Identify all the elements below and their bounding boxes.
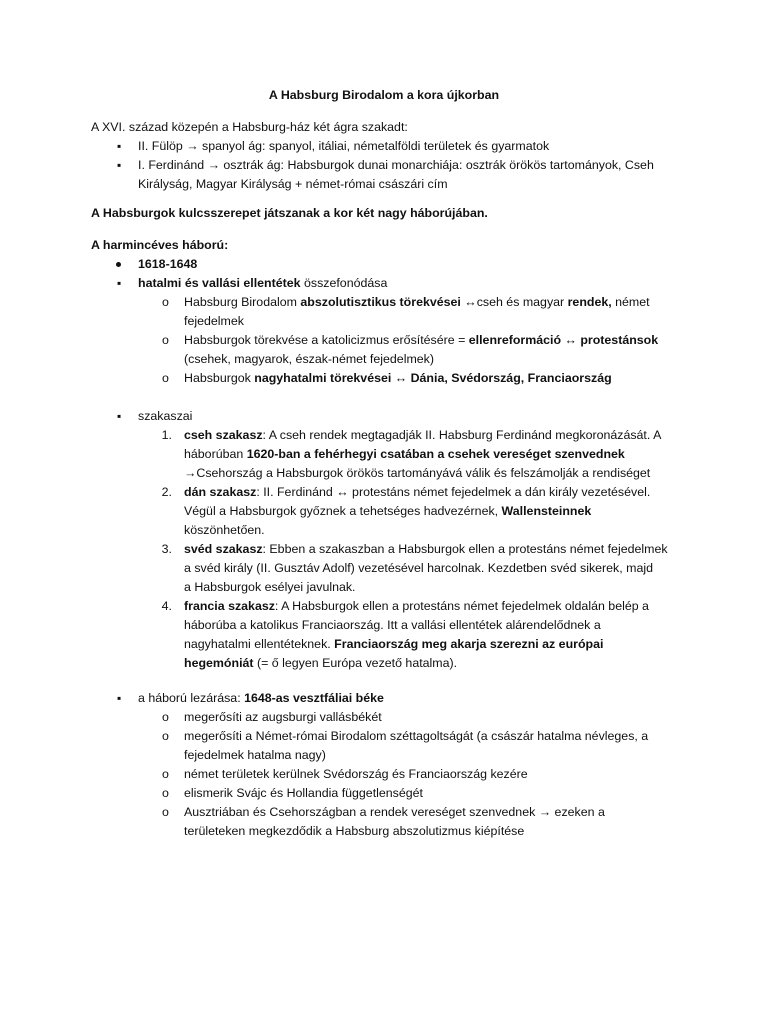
- text-run: háborúba a katolikus Franciaország. Itt a vallási ellentétek alárendelődnek a: [184, 618, 601, 632]
- text-run: összefonódása: [300, 276, 388, 290]
- phase-line: [184, 559, 653, 578]
- phase-number: 2.: [161, 485, 172, 499]
- phase-line: [184, 521, 265, 540]
- bullet-marker: ▪: [117, 691, 122, 705]
- war-dates: 1618-1648: [138, 257, 198, 271]
- sub-bullet-marker: o: [162, 729, 169, 743]
- text-run: fejedelmek: [184, 314, 244, 328]
- phase-line: [184, 483, 650, 502]
- phase-line: [184, 578, 356, 597]
- branch-line: II. Fülöp → spanyol ág: spanyol, itáliai, németalföldi területek és gyarmatok: [138, 139, 550, 153]
- ending-item-line: fejedelmek hatalma nagy): [184, 748, 326, 762]
- bullet-marker: ▪: [117, 158, 122, 172]
- text-run: háborúban: [184, 447, 247, 461]
- phase-line: [184, 445, 625, 464]
- phase-number: 4.: [161, 599, 172, 613]
- phase-number: 3.: [161, 542, 172, 556]
- phase-line: [184, 540, 668, 559]
- text-run: Habsburgok törekvése a katolicizmus erősítésére =: [184, 333, 469, 347]
- bullet-dot: [116, 262, 121, 267]
- key-statement: A Habsburgok kulcsszerepet játszanak a kor két nagy háborújában.: [91, 206, 488, 220]
- intro-text: A XVI. század közepén a Habsburg-ház két ágra szakadt:: [91, 120, 408, 134]
- bold-text: hatalmi és vallási ellentétek: [138, 276, 301, 290]
- ending-item-line: megerősíti az augsburgi vallásbékét: [184, 710, 382, 724]
- conflicts-line: [138, 274, 387, 293]
- bold-text: abszolutisztikus törekvései: [300, 295, 461, 309]
- phase-line: [184, 426, 661, 445]
- ending-item-line: elismerik Svájc és Hollandia függetlenségét: [184, 786, 423, 800]
- ending-item-line: Ausztriában és Csehországban a rendek vereséget szenvednek → ezeken a: [184, 805, 605, 819]
- text-run: Habsburgok: [184, 371, 255, 385]
- phase-line: [184, 635, 603, 654]
- branch-line: I. Ferdinánd → osztrák ág: Habsburgok dunai monarchiája: osztrák örökös tartományok, Cseh: [138, 158, 654, 172]
- bold-text: Franciaország meg akarja szerezni az európai: [334, 637, 604, 651]
- text-run: nagyhatalmi ellentéteknek.: [184, 637, 335, 651]
- sub-bullet-marker: o: [162, 767, 169, 781]
- text-run: : A Habsburgok ellen a protestáns német fejedelmek oldalán belép a: [274, 599, 649, 613]
- phase-line: [184, 502, 591, 521]
- conflict-line: [184, 331, 658, 350]
- document-title: A Habsburg Birodalom a kora újkorban: [268, 88, 500, 102]
- bullet-marker: ▪: [117, 409, 122, 423]
- ending-item-line: megerősíti a Német-római Birodalom széttagoltságát (a császár hatalma névleges, a: [184, 729, 649, 743]
- bold-text: 1648-as vesztfáliai béke: [244, 691, 384, 705]
- text-run: →Csehország a Habsburgok örökös tartományává válik és felszámolják a rendiséget: [184, 466, 651, 480]
- text-run: a háború lezárása:: [138, 691, 245, 705]
- conflict-line: [184, 293, 650, 312]
- text-run: a Habsburgok esélyei javulnak.: [184, 580, 356, 594]
- bold-text: cseh szakasz: [184, 428, 263, 442]
- bold-text: svéd szakasz: [184, 542, 263, 556]
- phase-line: [184, 464, 650, 483]
- text-run: a svéd király (II. Gusztáv Adolf) vezetésével harcolnak. Kezdetben svéd sikerek, majd: [184, 561, 653, 575]
- text-run: : Ebben a szakaszban a Habsburgok ellen a protestáns német fejedelmek: [262, 542, 668, 556]
- sub-bullet-marker: o: [162, 710, 169, 724]
- phase-line: [184, 654, 457, 673]
- sub-bullet-marker: o: [162, 295, 169, 309]
- text-run: : A cseh rendek megtagadják II. Habsburg Ferdinánd megkoronázását. A: [262, 428, 662, 442]
- sub-bullet-marker: o: [162, 371, 169, 385]
- conflict-line: [184, 369, 612, 388]
- phase-line: [184, 597, 649, 616]
- sub-bullet-marker: o: [162, 805, 169, 819]
- text-run: Végül a Habsburgok győznek a tehetséges hadvezérnek,: [184, 504, 502, 518]
- conflict-line: [184, 312, 244, 331]
- bold-text: Wallensteinnek: [501, 504, 592, 518]
- bold-text: ellenreformáció ↔ protestánsok: [468, 333, 659, 347]
- bold-text: dán szakasz: [184, 485, 257, 499]
- bold-text: francia szakasz: [184, 599, 275, 613]
- text-run: Habsburg Birodalom: [184, 295, 301, 309]
- sub-bullet-marker: o: [162, 786, 169, 800]
- bold-text: rendek,: [567, 295, 612, 309]
- war-heading: A harmincéves háború:: [91, 238, 229, 252]
- text-run: (csehek, magyarok, észak-német fejedelmek): [184, 352, 434, 366]
- text-run: (= ő legyen Európa vezető hatalma).: [253, 656, 458, 670]
- phase-number: 1.: [161, 428, 172, 442]
- text-run: köszönhetően.: [184, 523, 265, 537]
- ending-item-line: német területek kerülnek Svédország és Franciaország kezére: [184, 767, 528, 781]
- ending-item-line: területeken megkezdődik a Habsburg abszolutizmus kiépítése: [184, 824, 525, 838]
- text-run: : II. Ferdinánd ↔ protestáns német fejedelmek a dán király vezetésével.: [256, 485, 651, 499]
- conflict-line: [184, 350, 434, 369]
- sub-bullet-marker: o: [162, 333, 169, 347]
- ending-line: [138, 689, 384, 708]
- bold-text: 1620-ban a fehérhegyi csatában a csehek vereséget szenvednek: [246, 447, 625, 461]
- phases-label: szakaszai: [138, 409, 193, 423]
- bold-text: nagyhatalmi törekvései ↔ Dánia, Svédország, Franciaország: [254, 371, 612, 385]
- bold-text: hegemóniát: [184, 656, 254, 670]
- bullet-marker: ▪: [117, 139, 122, 153]
- bullet-marker: ▪: [117, 276, 122, 290]
- branch-line: Királyság, Magyar Királyság + német-római császári cím: [138, 177, 448, 191]
- text-run: német: [611, 295, 650, 309]
- text-run: ↔cseh és magyar: [460, 295, 568, 309]
- phase-line: [184, 616, 601, 635]
